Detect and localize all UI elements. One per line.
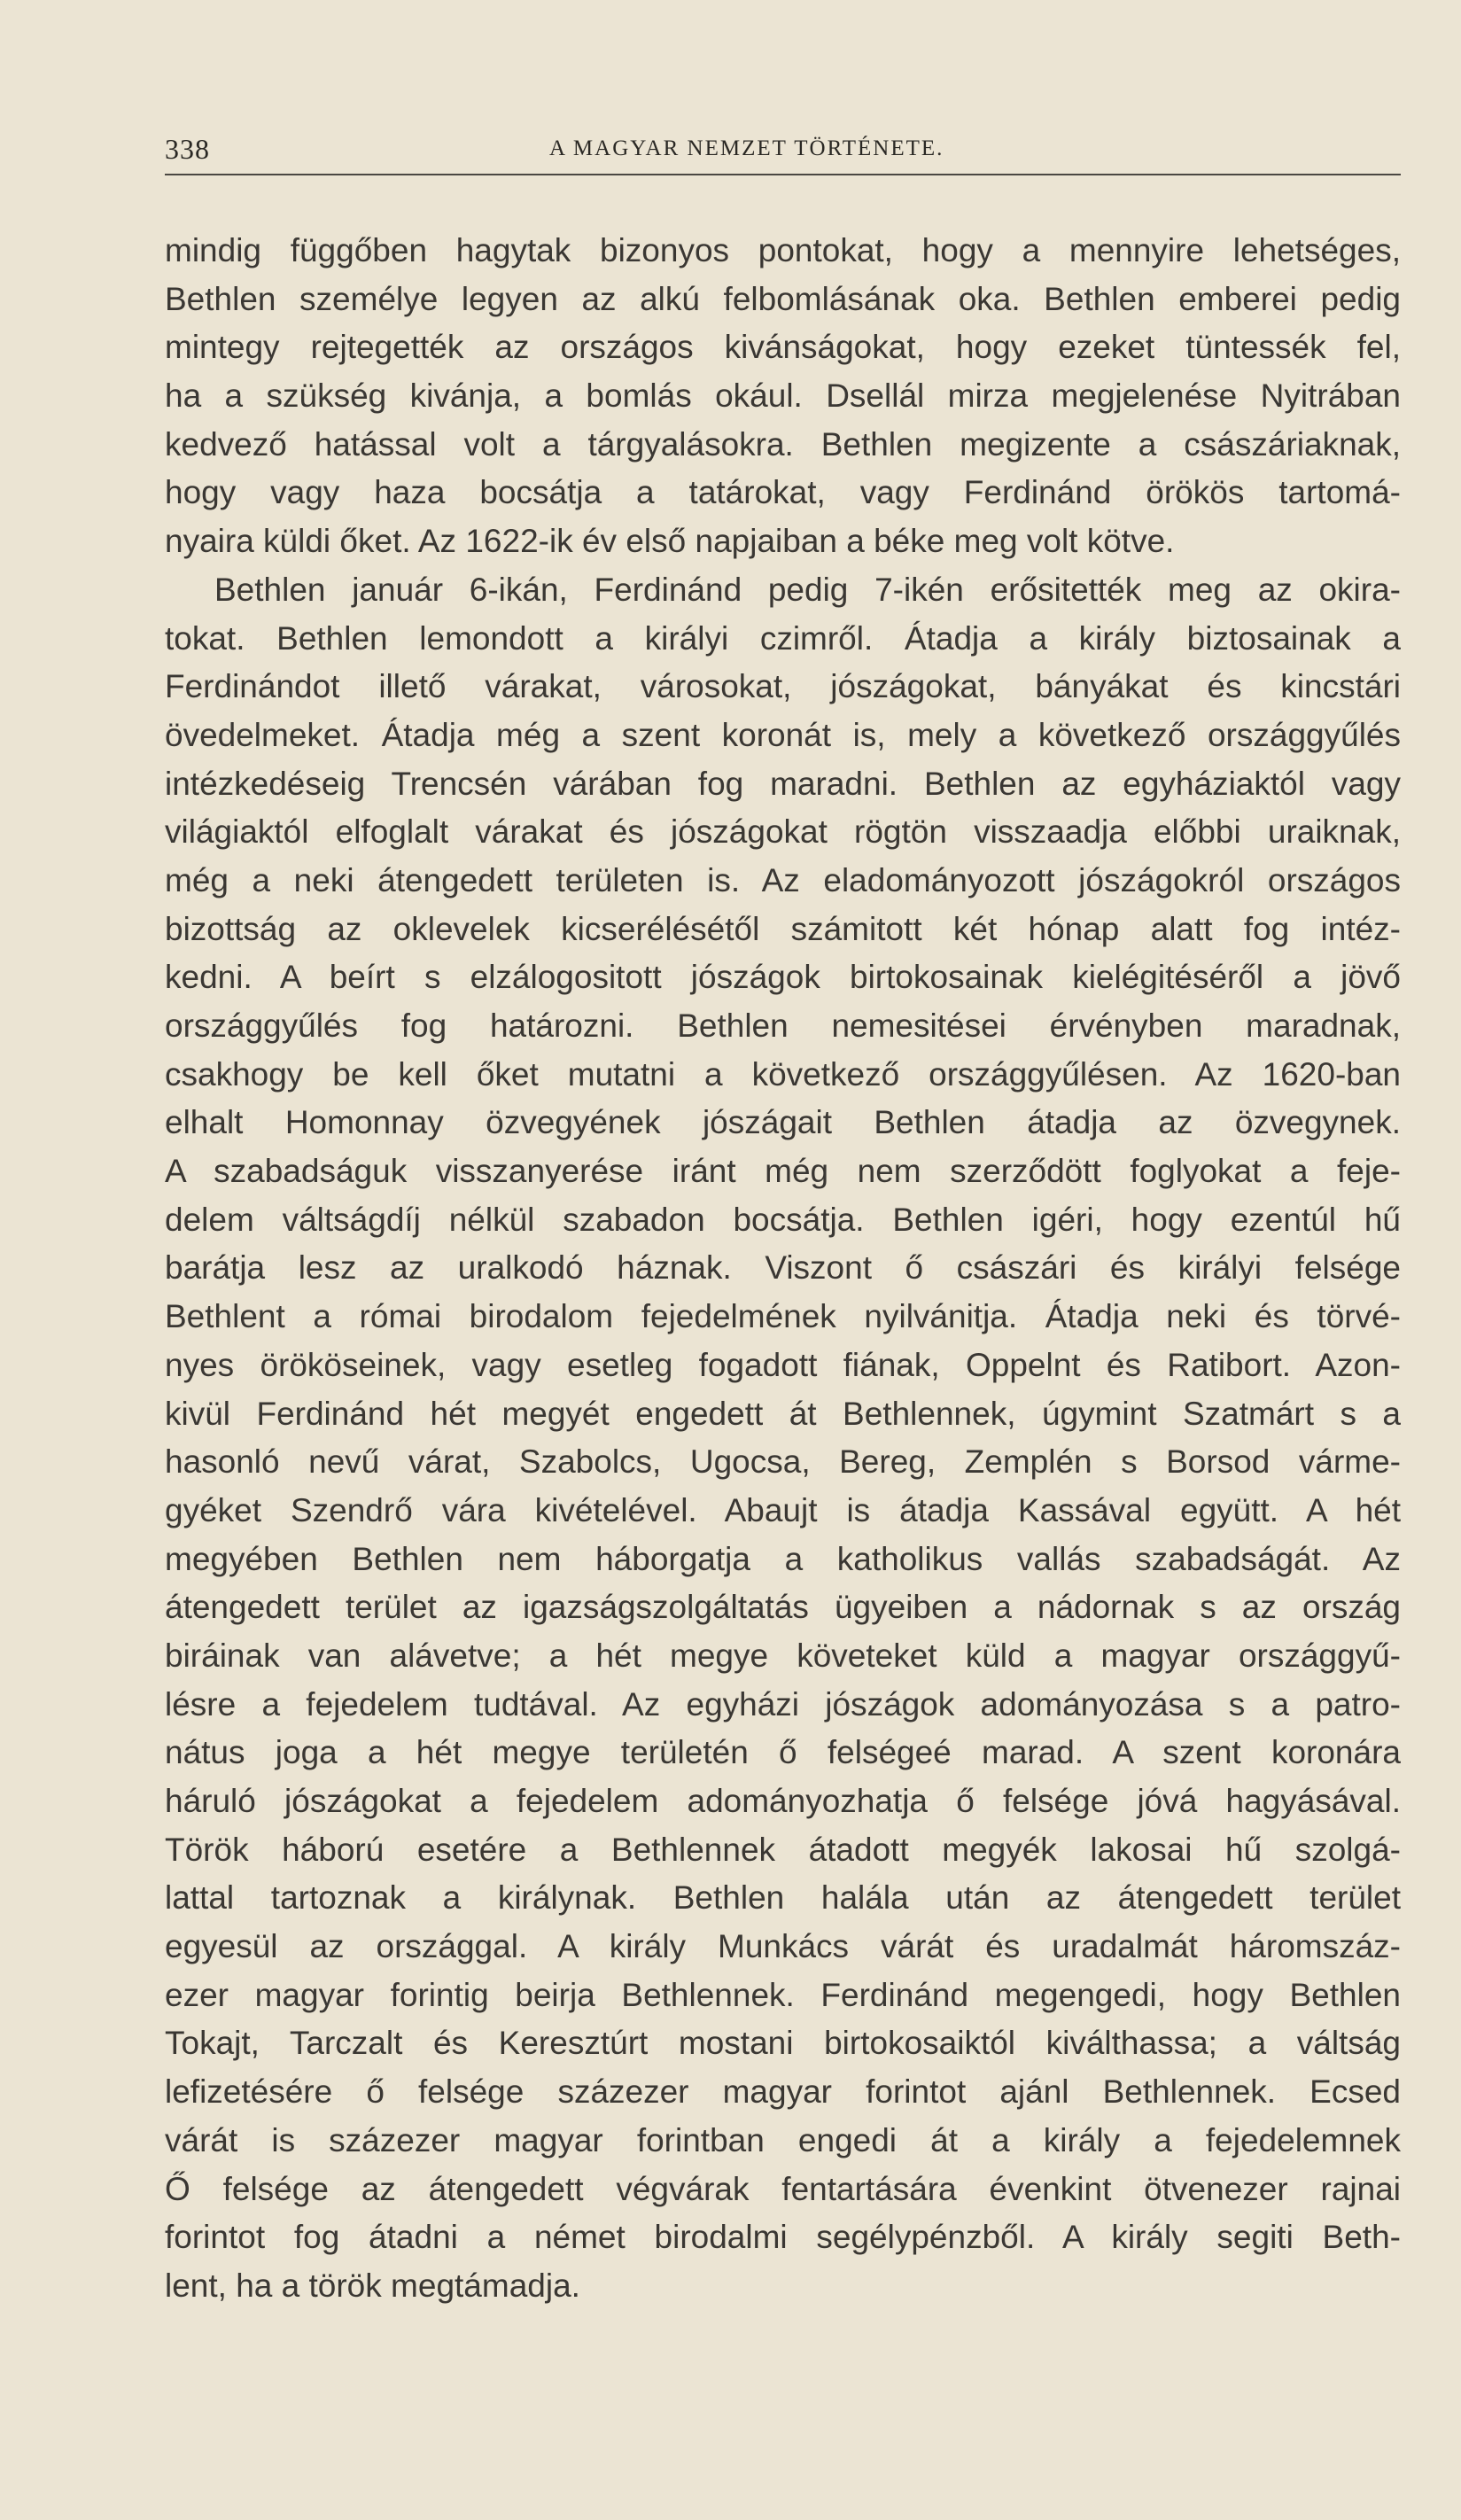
page-number: 338: [165, 133, 210, 165]
text-line: Bethlent a római birodalom fejedelmének nyilvánitja. Átadja neki és törvé-: [165, 1298, 1401, 1335]
text-line: még a neki átengedett területen is. Az eladományozott jószágokról országos: [165, 861, 1401, 898]
text-line: Tokajt, Tarczalt és Keresztúrt mostani birtokosaiktól kiválthassa; a váltság: [165, 2025, 1401, 2062]
text-line: világiaktól elfoglalt várakat és jószágokat rögtön visszaadja előbbi uraiknak,: [165, 813, 1401, 851]
text-line: mindig függőben hagytak bizonyos pontokat, hogy a mennyire lehetséges,: [165, 232, 1401, 268]
running-title: A MAGYAR NEMZET TÖRTÉNETE.: [549, 136, 944, 160]
text-line: mintegy rejtegették az országos kivánságokat, hogy ezeket tüntessék fel,: [165, 329, 1401, 366]
text-line: országgyűlés fog határozni. Bethlen nemesitései érvényben maradnak,: [165, 1007, 1401, 1044]
text-line: tokat. Bethlen lemondott a királyi czimről. Átadja a király biztosainak a: [165, 619, 1401, 657]
text-line: gyéket Szendrő vára kivételével. Abaujt is átadja Kassával együtt. A hét: [165, 1491, 1401, 1528]
text-line: biráinak van alávetve; a hét megye követeket küld a magyar országgyű-: [165, 1637, 1401, 1674]
text-line: nátus joga a hét megye területén ő felségeé marad. A szent koronára: [165, 1734, 1401, 1771]
text-line: ezer magyar forintig beirja Bethlennek. Ferdinánd megengedi, hogy Bethlen: [165, 1976, 1401, 2013]
text-line: lent, ha a török megtámadja.: [165, 2267, 580, 2304]
text-line: háruló jószágokat a fejedelem adományozhatja ő felsége jóvá hagyásával.: [165, 1783, 1401, 1819]
text-line: lésre a fejedelem tudtával. Az egyházi jószágok adományozása s a patro-: [165, 1685, 1401, 1723]
text-line: Ferdinándot illető várakat, városokat, jószágokat, bányákat és kincstári: [165, 668, 1401, 705]
text-line: kedvező hatással volt a tárgyalásokra. Bethlen megizente a császáriaknak,: [165, 425, 1401, 463]
text-line: Bethlen személye legyen az alkú felbomlásának oka. Bethlen emberei pedig: [165, 280, 1401, 317]
text-line: kivül Ferdinánd hét megyét engedett át Bethlennek, úgymint Szatmárt s a: [165, 1395, 1401, 1432]
text-line: elhalt Homonnay özvegyének jószágait Bethlen átadja az özvegynek.: [165, 1104, 1401, 1141]
text-line: egyesül az országgal. A király Munkács várát és uradalmát háromszáz-: [165, 1928, 1401, 1965]
running-head: [165, 133, 1401, 175]
text-line: Bethlen január 6-ikán, Ferdinánd pedig 7-ikén erősitették meg az okira-: [214, 571, 1401, 608]
text-line: csakhogy be kell őket mutatni a következő országgyűlésen. Az 1620-ban: [165, 1055, 1401, 1093]
text-line: lefizetésére ő felsége százezer magyar forintot ajánl Bethlennek. Ecsed: [165, 2073, 1401, 2111]
text-line: várát is százezer magyar forintban engedi át a király a fejedelemnek: [165, 2121, 1401, 2158]
text-line: intézkedéseig Trencsén várában fog maradni. Bethlen az egyháziaktól vagy: [165, 765, 1401, 802]
text-line: lattal tartoznak a királynak. Bethlen halála után az átengedett terület: [165, 1879, 1401, 1917]
text-line: forintot fog átadni a német birodalmi segélypénzből. A király segiti Beth-: [165, 2219, 1401, 2256]
text-line: Török háború esetére a Bethlennek átadott megyék lakosai hű szolgá-: [165, 1831, 1401, 1868]
text-line: kedni. A beírt s elzálogositott jószágok birtokosainak kielégitéséről a jövő: [165, 959, 1401, 996]
text-line: hogy vagy haza bocsátja a tatárokat, vagy Ferdinánd örökös tartomá-: [165, 474, 1401, 511]
text-line: Ő felsége az átengedett végvárak fentartására évenkint ötvenezer rajnai: [165, 2170, 1401, 2207]
text-line: barátja lesz az uralkodó háznak. Viszont ő császári és királyi felsége: [165, 1249, 1401, 1287]
text-line: bizottság az oklevelek kicserélésétől számitott két hónap alatt fog intéz-: [165, 910, 1401, 947]
text-line: övedelmeket. Átadja még a szent koronát is, mely a következő országgyűlés: [165, 716, 1401, 753]
text-line: hasonló nevű várat, Szabolcs, Ugocsa, Bereg, Zemplén s Borsod várme-: [165, 1443, 1401, 1481]
body-text: [165, 227, 1401, 2311]
text-line: delem váltságdíj nélkül szabadon bocsátja. Bethlen igéri, hogy ezentúl hű: [165, 1201, 1401, 1238]
text-line: A szabadságuk visszanyerése iránt még nem szerződött foglyokat a feje-: [165, 1153, 1401, 1190]
text-line: ha a szükség kivánja, a bomlás okául. Dsellál mirza megjelenése Nyitrában: [165, 377, 1401, 415]
text-line: nyaira küldi őket. Az 1622-ik év első napjaiban a béke meg volt kötve.: [165, 523, 1175, 560]
text-line: nyes örököseinek, vagy esetleg fogadott fiának, Oppelnt és Ratibort. Azon-: [165, 1346, 1401, 1383]
text-line: megyében Bethlen nem háborgatja a katholikus vallás szabadságát. Az: [165, 1540, 1401, 1577]
text-line: átengedett terület az igazságszolgáltatás ügyeiben a nádornak s az ország: [165, 1589, 1401, 1626]
